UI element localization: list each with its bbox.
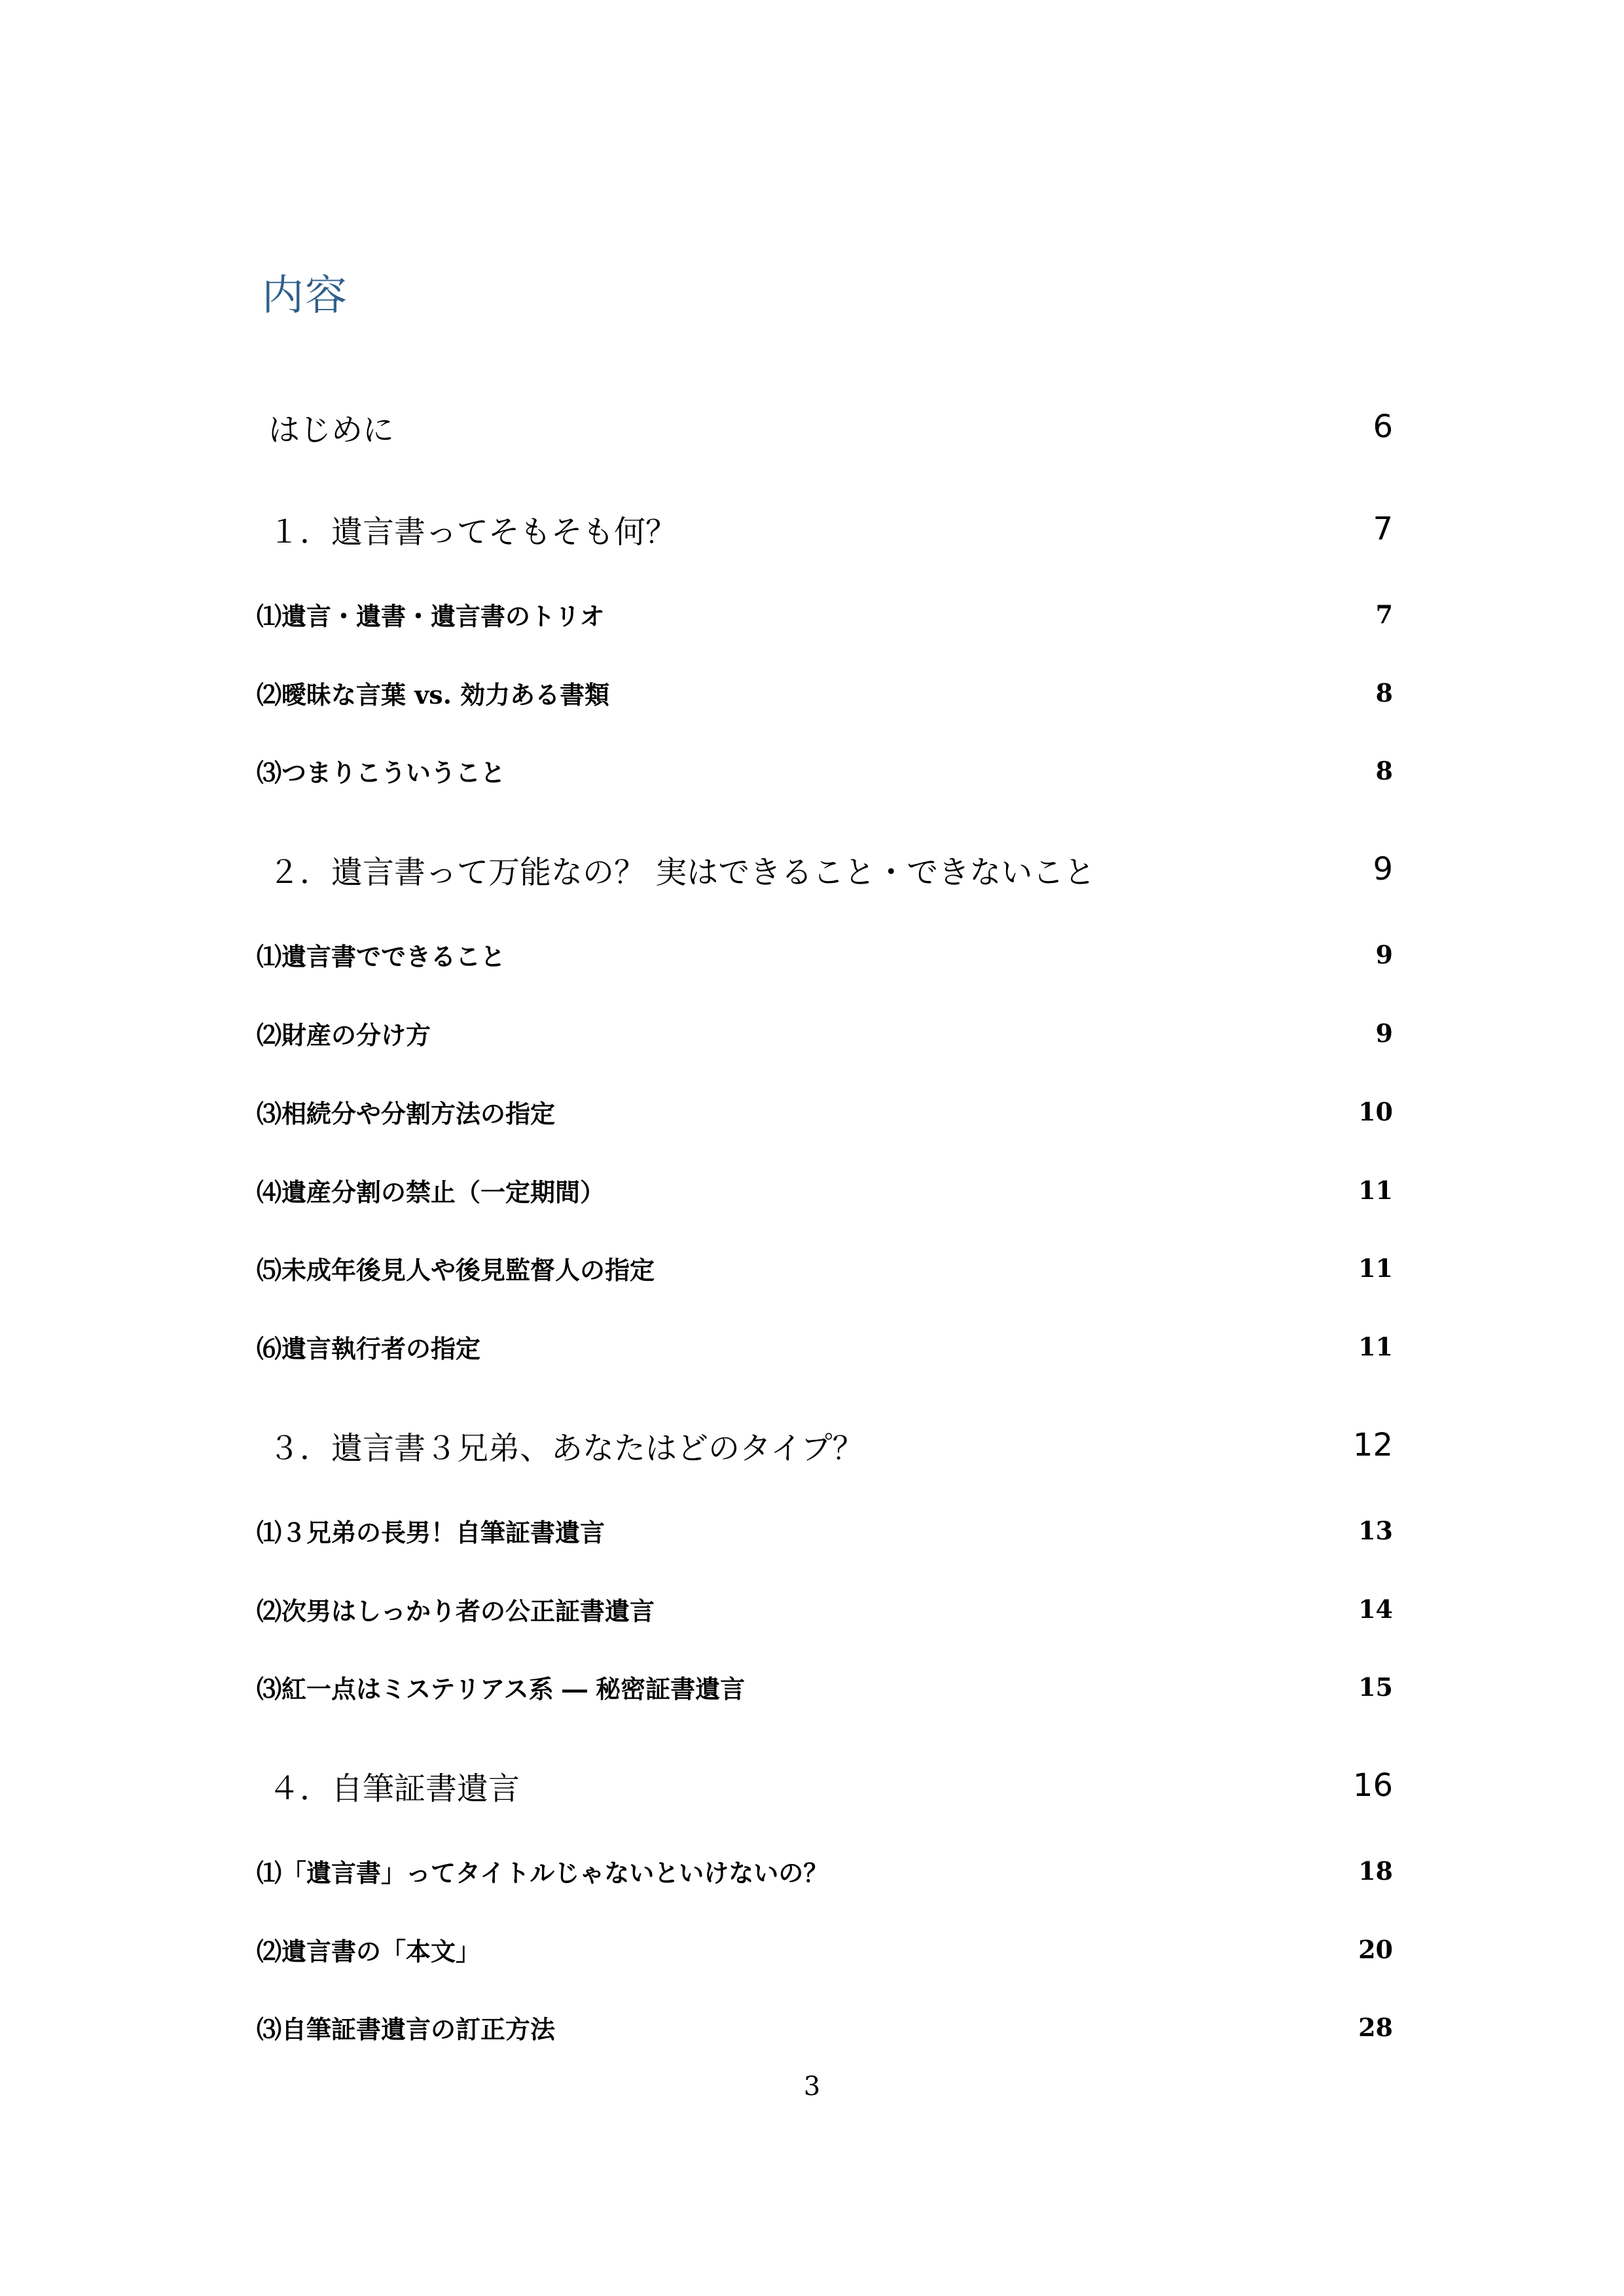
toc-entry-label: ⑶つまりこういうこと — [257, 757, 506, 787]
toc-entry-chapter-3[interactable] — [257, 1422, 1393, 1468]
toc-entry-page: 7 — [1373, 511, 1393, 547]
toc-entry-page: 9 — [1373, 851, 1393, 888]
toc-entry-page: 14 — [1358, 1594, 1393, 1624]
page-number: 3 — [803, 2072, 821, 2102]
toc-entry-page: 7 — [1375, 599, 1393, 629]
toc-entry-label: ⑵遺言書の「本文」 — [257, 1936, 481, 1966]
toc-entry-section[interactable] — [257, 2007, 1393, 2047]
toc-entry-label: ⑴遺言・遺書・遺言書のトリオ — [257, 601, 605, 631]
toc-entry-section[interactable] — [257, 1092, 1393, 1131]
toc-entry-page: 8 — [1375, 677, 1393, 708]
toc-entry-chapter-1[interactable] — [257, 506, 1393, 552]
toc-entry-page: 10 — [1358, 1096, 1393, 1126]
toc-entry-label: ⑵次男はしっかり者の公正証書遺言 — [257, 1596, 655, 1626]
toc-entry-page: 16 — [1352, 1767, 1393, 1804]
toc-entry-label: ⑶紅一点はミステリアス系 ― 秘密証書遺言 — [257, 1674, 746, 1704]
toc-entry-label: ２．遺言書って万能なの？ 実はできること・できないこと — [268, 853, 1096, 891]
toc-entry-label: ⑶自筆証書遺言の訂正方法 — [257, 2014, 556, 2044]
toc-entry-section[interactable] — [257, 751, 1393, 790]
toc-entry-page: 11 — [1358, 1253, 1393, 1283]
toc-entry-page: 28 — [1358, 2012, 1393, 2042]
toc-entry-page: 11 — [1358, 1175, 1393, 1205]
toc-entry-section[interactable] — [257, 1851, 1393, 1890]
toc-entry-label: ３．遺言書３兄弟、あなたはどのタイプ？ — [268, 1429, 864, 1467]
toc-entry-page: 13 — [1358, 1515, 1393, 1545]
toc-entry-section[interactable] — [257, 1929, 1393, 1969]
toc-entry-label: ⑸未成年後見人や後見監督人の指定 — [257, 1255, 655, 1285]
toc-entry-label: ⑵曖昧な言葉 vs. 効力ある書類 — [257, 679, 610, 709]
toc-entry-chapter-2[interactable] — [257, 846, 1393, 892]
toc-entry-page: 11 — [1358, 1331, 1393, 1361]
toc-entry-page: 12 — [1352, 1427, 1393, 1463]
toc-entry-section[interactable] — [257, 935, 1393, 974]
toc-entry-page: 18 — [1358, 1856, 1393, 1886]
toc-entry-section[interactable] — [257, 1248, 1393, 1287]
toc-entry-label: ⑴遺言書でできること — [257, 941, 506, 971]
toc-entry-label: ⑴「遺言書」ってタイトルじゃないといけないの？ — [257, 1857, 829, 1888]
toc-entry-label: はじめに — [268, 411, 395, 448]
toc-entry-page: 20 — [1358, 1934, 1393, 1964]
toc-entry-page: 15 — [1358, 1672, 1393, 1702]
toc-entry-section[interactable] — [257, 594, 1393, 634]
toc-entry-section[interactable] — [257, 1327, 1393, 1366]
toc-entry-page: 9 — [1375, 1018, 1393, 1048]
toc-entry-section[interactable] — [257, 1170, 1393, 1210]
toc-entry-chapter-4[interactable] — [257, 1763, 1393, 1808]
toc-entry-label: ⑹遺言執行者の指定 — [257, 1333, 481, 1363]
toc-entry-section[interactable] — [257, 1667, 1393, 1706]
toc-entry-label: ⑶相続分や分割方法の指定 — [257, 1098, 556, 1128]
toc-entry-label: １．遺言書ってそもそも何？ — [268, 513, 677, 550]
toc-entry-section[interactable] — [257, 1511, 1393, 1550]
toc-entry-label: ⑴３兄弟の長男！自筆証書遺言 — [257, 1517, 605, 1547]
toc-entry-intro[interactable] — [257, 404, 1393, 450]
toc-entry-page: 9 — [1375, 939, 1393, 969]
toc-entry-label: ⑵財産の分け方 — [257, 1020, 431, 1050]
toc-entry-label: ４．自筆証書遺言 — [268, 1770, 520, 1807]
toc-title: 内容 — [262, 272, 348, 320]
toc-entry-page: 8 — [1375, 755, 1393, 785]
toc-entry-section[interactable] — [257, 1589, 1393, 1628]
toc-entry-section[interactable] — [257, 673, 1393, 712]
toc-entry-page: 6 — [1373, 408, 1393, 445]
toc-entry-section[interactable] — [257, 1013, 1393, 1052]
toc-entry-label: ⑷遺産分割の禁止（一定期間） — [257, 1177, 605, 1207]
